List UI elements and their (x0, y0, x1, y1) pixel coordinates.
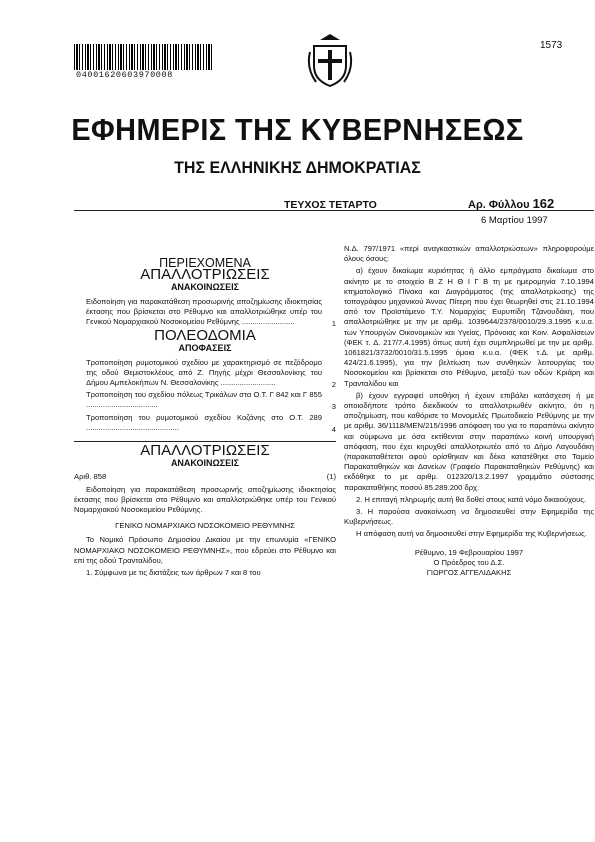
section-subheading: ΑΝΑΚΟΙΝΩΣΕΙΣ (170, 458, 240, 469)
toc-entry-number: 1 (331, 319, 336, 329)
toc-entry (74, 297, 336, 330)
section-heading: ΠΟΛΕΟΔΟΜΙΑ (154, 327, 256, 345)
issue-date: 6 Μαρτίου 1997 (481, 215, 548, 226)
toc-entry-text: Τροποποίηση του ρυμοτομικού σχεδίου Κοζάνης στο Ο.Τ. 289 ............................................ (86, 412, 322, 432)
body-paragraph: Ν.Δ. 797/1971 «περί αναγκαστικών απαλλοτριώσεων» πληροφορούμε όλους όσους: (344, 244, 594, 264)
toc-entry (74, 413, 336, 435)
decision-number: Αριθ. 858 (74, 472, 107, 482)
toc-entry-number: 3 (331, 402, 336, 412)
body-paragraph: Το Νομικό Πρόσωπο Δημοσίου Δικαίου με την επωνυμία «ΓΕΝΙΚΟ ΝΟΜΑΡΧΙΑΚΟ ΝΟΣΟΚΟΜΕΙΟ ΡΕΘΥΜΝΗΣ», που εδρεύει στο Ρέθυμνο και επί της οδού Τρανταλίδου, (74, 535, 336, 565)
body-paragraph: 2. Η επιταγή πληρωμής αυτή θα δοθεί στους κατά νόμο δικαιούχους. (356, 494, 587, 504)
decision-number-row (74, 472, 336, 482)
left-column (74, 256, 336, 580)
toc-entry-text: Τροποποίηση ρυμοτομικού σχεδίου με χαρακτηρισμό σε πεζόδρομο της οδού Θεμιστοκλέους από Ζ. Πηγής μέχρι Θεσσαλονίκης του Δήμου Αμπελοκήπων Ν. Θεσσαλονίκης .......................... (86, 357, 322, 388)
sheet-number-value: 162 (532, 196, 555, 211)
signatory-role: Ο Πρόεδρος του Δ.Σ. (433, 557, 505, 567)
toc-entry (74, 358, 336, 391)
section-subheading: ΑΝΑΚΟΙΝΩΣΕΙΣ (170, 282, 240, 293)
signatory-name: ΓΙΩΡΓΟΣ ΑΓΓΕΛΙΔΑΚΗΣ (426, 568, 512, 578)
sheet-number-label: Αρ. Φύλλου (468, 199, 530, 211)
greek-coat-of-arms-icon (306, 32, 354, 90)
toc-entry-text: Τροποποίηση του σχεδίου πόλεως Τρικάλων στα Ο.Τ. Γ 842 και Γ 855 .................................. (86, 390, 322, 410)
toc-entry (74, 390, 336, 412)
decision-index: (1) (326, 472, 336, 482)
right-column (344, 244, 594, 578)
body-paragraph: 1. Σύμφωνα με τις διατάξεις των άρθρων 7 και 8 του (86, 568, 261, 578)
barcode-number: 04001620603970008 (76, 70, 173, 80)
authority-name: ΓΕΝΙΚΟ ΝΟΜΑΡΧΙΑΚΟ ΝΟΣΟΚΟΜΕΙΟ ΡΕΘΥΜΝΗΣ (115, 521, 295, 531)
notice-summary: Ειδοποίηση για παρακατάθεση προσωρινής αποζημίωσης ιδιοκτησίας έκτασης που βρίσκεται στο Ρέθυμνο και απαλλοτριώθηκε υπέρ του Γενικού Νομαρχιακού Νοσοκομείου Ρεθύμνης. (74, 484, 336, 515)
sheet-number (468, 196, 554, 211)
body-paragraph: α) έχουν δικαίωμα κυριότητας ή άλλο εμπράγματο δικαίωμα στο ακίνητο με το στοιχείο Β Ζ Η Θ Ι Γ Β τη με ημερομηνία 7.10.1994 κτηματολογικό Πίνακα και Διαγράμματος (της απαλλοτρίωσης) της τοπογράφου μηχανικού Άννας Πίτερη που έχει θεωρηθεί στις 21.10.1994 από τον Προϊστάμενο Τ.Υ. Νομαρχίας Ευρυπίδη Τζανουδάκη, που απαλλοτριώθηκε με την με αριθμ. 1039644/2378/0010/29.3.1995 κ.υ.α. των Υπουργών Οικονομικών και Υγείας, Πρόνοιας και Κοιν. Ασφαλίσεων (ΦΕΚ τ. Δ. 217/7.4.1995) όπως αυτή έχει συμπληρωθεί με την με αριθμ. 1061821/3732/0010/31.5.1995 όμοια κ.υ.α. (ΦΕΚ τ.Δ. με αριθμ. 424/21.6.1995), για την βελτίωση των συνθηκών λειτουργίας του Νοσοκομείου και βρίσκεται στο Ρέθυμνο, μεταξύ των οδών Κριάρη και Τρανταλίδου και (344, 266, 594, 388)
body-paragraph: Η απόφαση αυτή να δημοσιευθεί στην Εφημερίδα της Κυβερνήσεως. (356, 529, 587, 539)
gazette-subtitle: ΤΗΣ ΕΛΛΗΝΙΚΗΣ ΔΗΜΟΚΡΑΤΙΑΣ (174, 158, 421, 177)
body-paragraph: 3. Η παρούσα ανακοίνωση να δημοσιευθεί στην Εφημερίδα της Κυβερνήσεως. (344, 507, 594, 527)
section-heading: ΑΠΑΛΛΟΤΡΙΩΣΕΙΣ (140, 442, 270, 460)
page-number: 1573 (540, 40, 563, 51)
gazette-title: ΕΦΗΜΕΡΙΣ ΤΗΣ ΚΥΒΕΡΝΗΣΕΩΣ (71, 112, 524, 147)
barcode (74, 44, 214, 70)
section-heading: ΑΠΑΛΛΟΤΡΙΩΣΕΙΣ (140, 266, 270, 284)
toc-entry-number: 2 (331, 380, 336, 390)
signature-place-date: Ρέθυμνο, 19 Φεβρουαρίου 1997 (414, 547, 524, 557)
issue-type: ΤΕΥΧΟΣ ΤΕΤΑΡΤΟ (284, 199, 377, 211)
toc-entry-text: Ειδοποίηση για παρακατάθεση προσωρινής αποζημίωσης ιδιοκτησίας έκτασης που βρίσκεται στο Ρέθυμνο και απαλλοτριώθηκε υπέρ του Γενικού Νομαρχιακού Νοσοκομείου Ρεθύμνης ......................... (86, 296, 322, 327)
body-paragraph: β) έχουν εγγραφεί υποθήκη ή έχουν επιβάλει κατάσχεση ή με οποιοδήποτε τρόπο διεκδικούν το απαλλοτριωθέν ακίνητο, ότι η αποζημίωση, που καθόρισε το Μονομελές Πρωτοδικείο Ρεθύμνης με την με αριθμ. 36/1118/ΜΕΝ/215/1996 απόφαση του για το παραπάνω ακίνητο και σύμφωνα με όσα εκτίθενται στην παραπάνω κοινή υπουργική απόφαση, που έχει κηρυχθεί απαλλοτριωτέο από το Δήμο Λαγουδάκη (παρακαταθέτεται αφού ορίσθηκαν και δέκα κατατέθηκε στο Ταμείο Παρακαταθηκών και Δανείων (Γραφείο Παρακαταθηκών Ρεθύμνης) και εκδόθηκε το με αριθμ. 012320/13.2.1997 γραμμάτιο σύστασης παρακαταθήκης ποσού 85.289.200 δρχ. (344, 390, 594, 492)
contents-heading: ΠΕΡΙΕΧΟΜΕΝΑ (159, 256, 251, 270)
toc-entry-number: 4 (331, 424, 336, 434)
section-subheading: ΑΠΟΦΑΣΕΙΣ (178, 343, 232, 354)
